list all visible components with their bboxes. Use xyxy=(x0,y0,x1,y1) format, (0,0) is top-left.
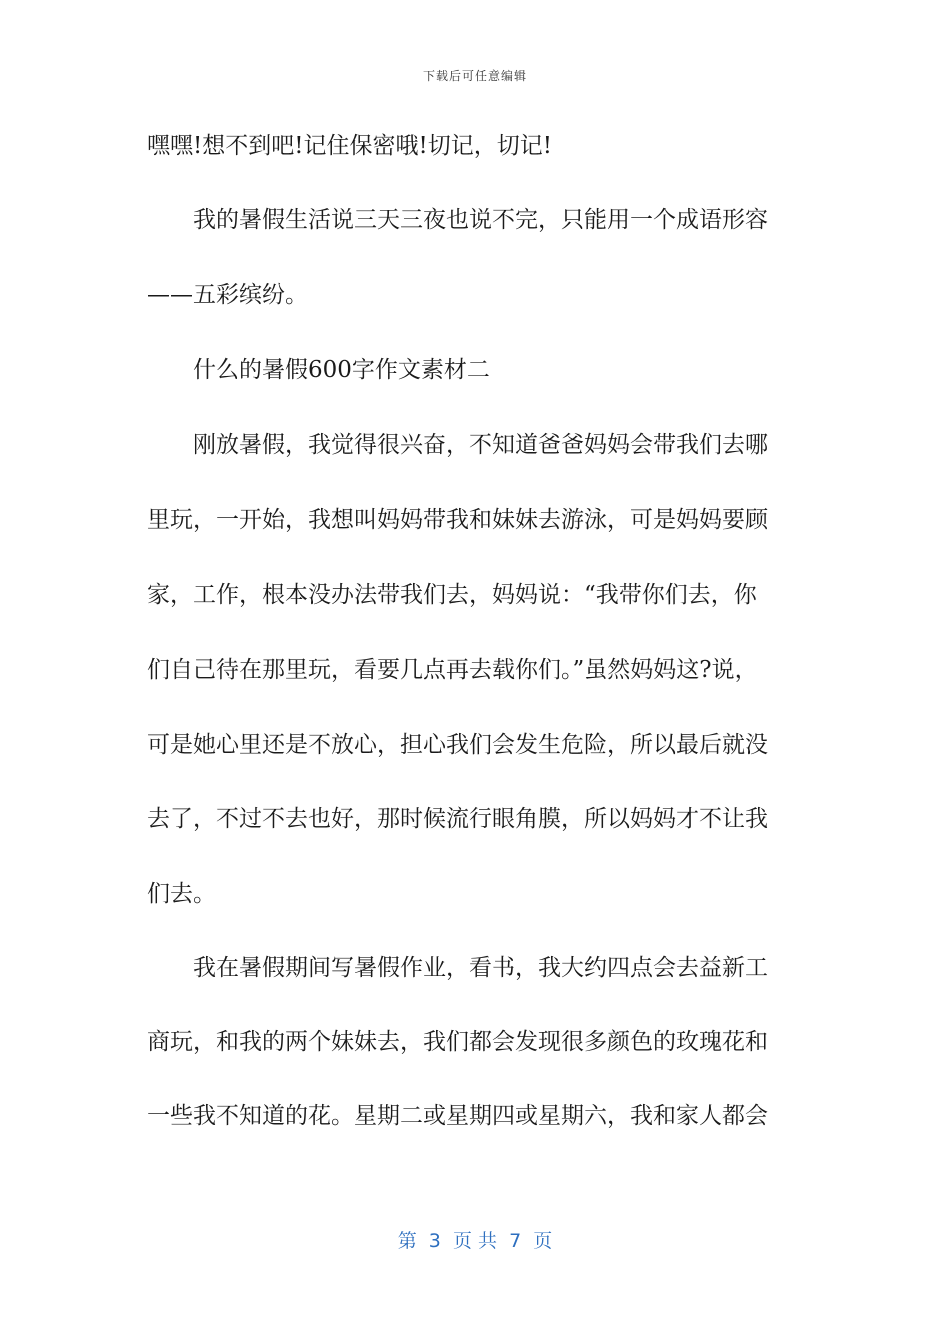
text-line: 商玩，和我的两个妹妹去，我们都会发现很多颜色的玫瑰花和 xyxy=(147,1029,768,1055)
page-number: 第 3 页 共 7 页 xyxy=(397,1230,553,1252)
text-line: 们自己待在那里玩，看要几点再去载你们。”虽然妈妈这?说， xyxy=(147,657,758,683)
section-title: 什么的暑假600字作文素材二 xyxy=(147,357,490,383)
text-line: ——五彩缤纷。 xyxy=(147,282,308,308)
text-line: 可是她心里还是不放心，担心我们会发生危险，所以最后就没 xyxy=(147,732,768,758)
text-line: 一些我不知道的花。星期二或星期四或星期六，我和家人都会 xyxy=(147,1103,768,1129)
text-line: 里玩，一开始，我想叫妈妈带我和妹妹去游泳，可是妈妈要顾 xyxy=(147,507,768,533)
text-line: 刚放暑假，我觉得很兴奋，不知道爸爸妈妈会带我们去哪 xyxy=(147,432,768,458)
text-line: 家，工作，根本没办法带我们去，妈妈说：“我带你们去，你 xyxy=(147,582,757,608)
text-line: 我的暑假生活说三天三夜也说不完，只能用一个成语形容 xyxy=(147,207,768,233)
text-line: 们去。 xyxy=(147,881,216,907)
page-header-note: 下载后可任意编辑 xyxy=(422,69,527,83)
text-line: 去了，不过不去也好，那时候流行眼角膜，所以妈妈才不让我 xyxy=(147,806,768,832)
text-line: 嘿嘿!想不到吧!记住保密哦!切记，切记! xyxy=(147,133,552,159)
text-line: 我在暑假期间写暑假作业，看书，我大约四点会去益新工 xyxy=(147,955,768,981)
